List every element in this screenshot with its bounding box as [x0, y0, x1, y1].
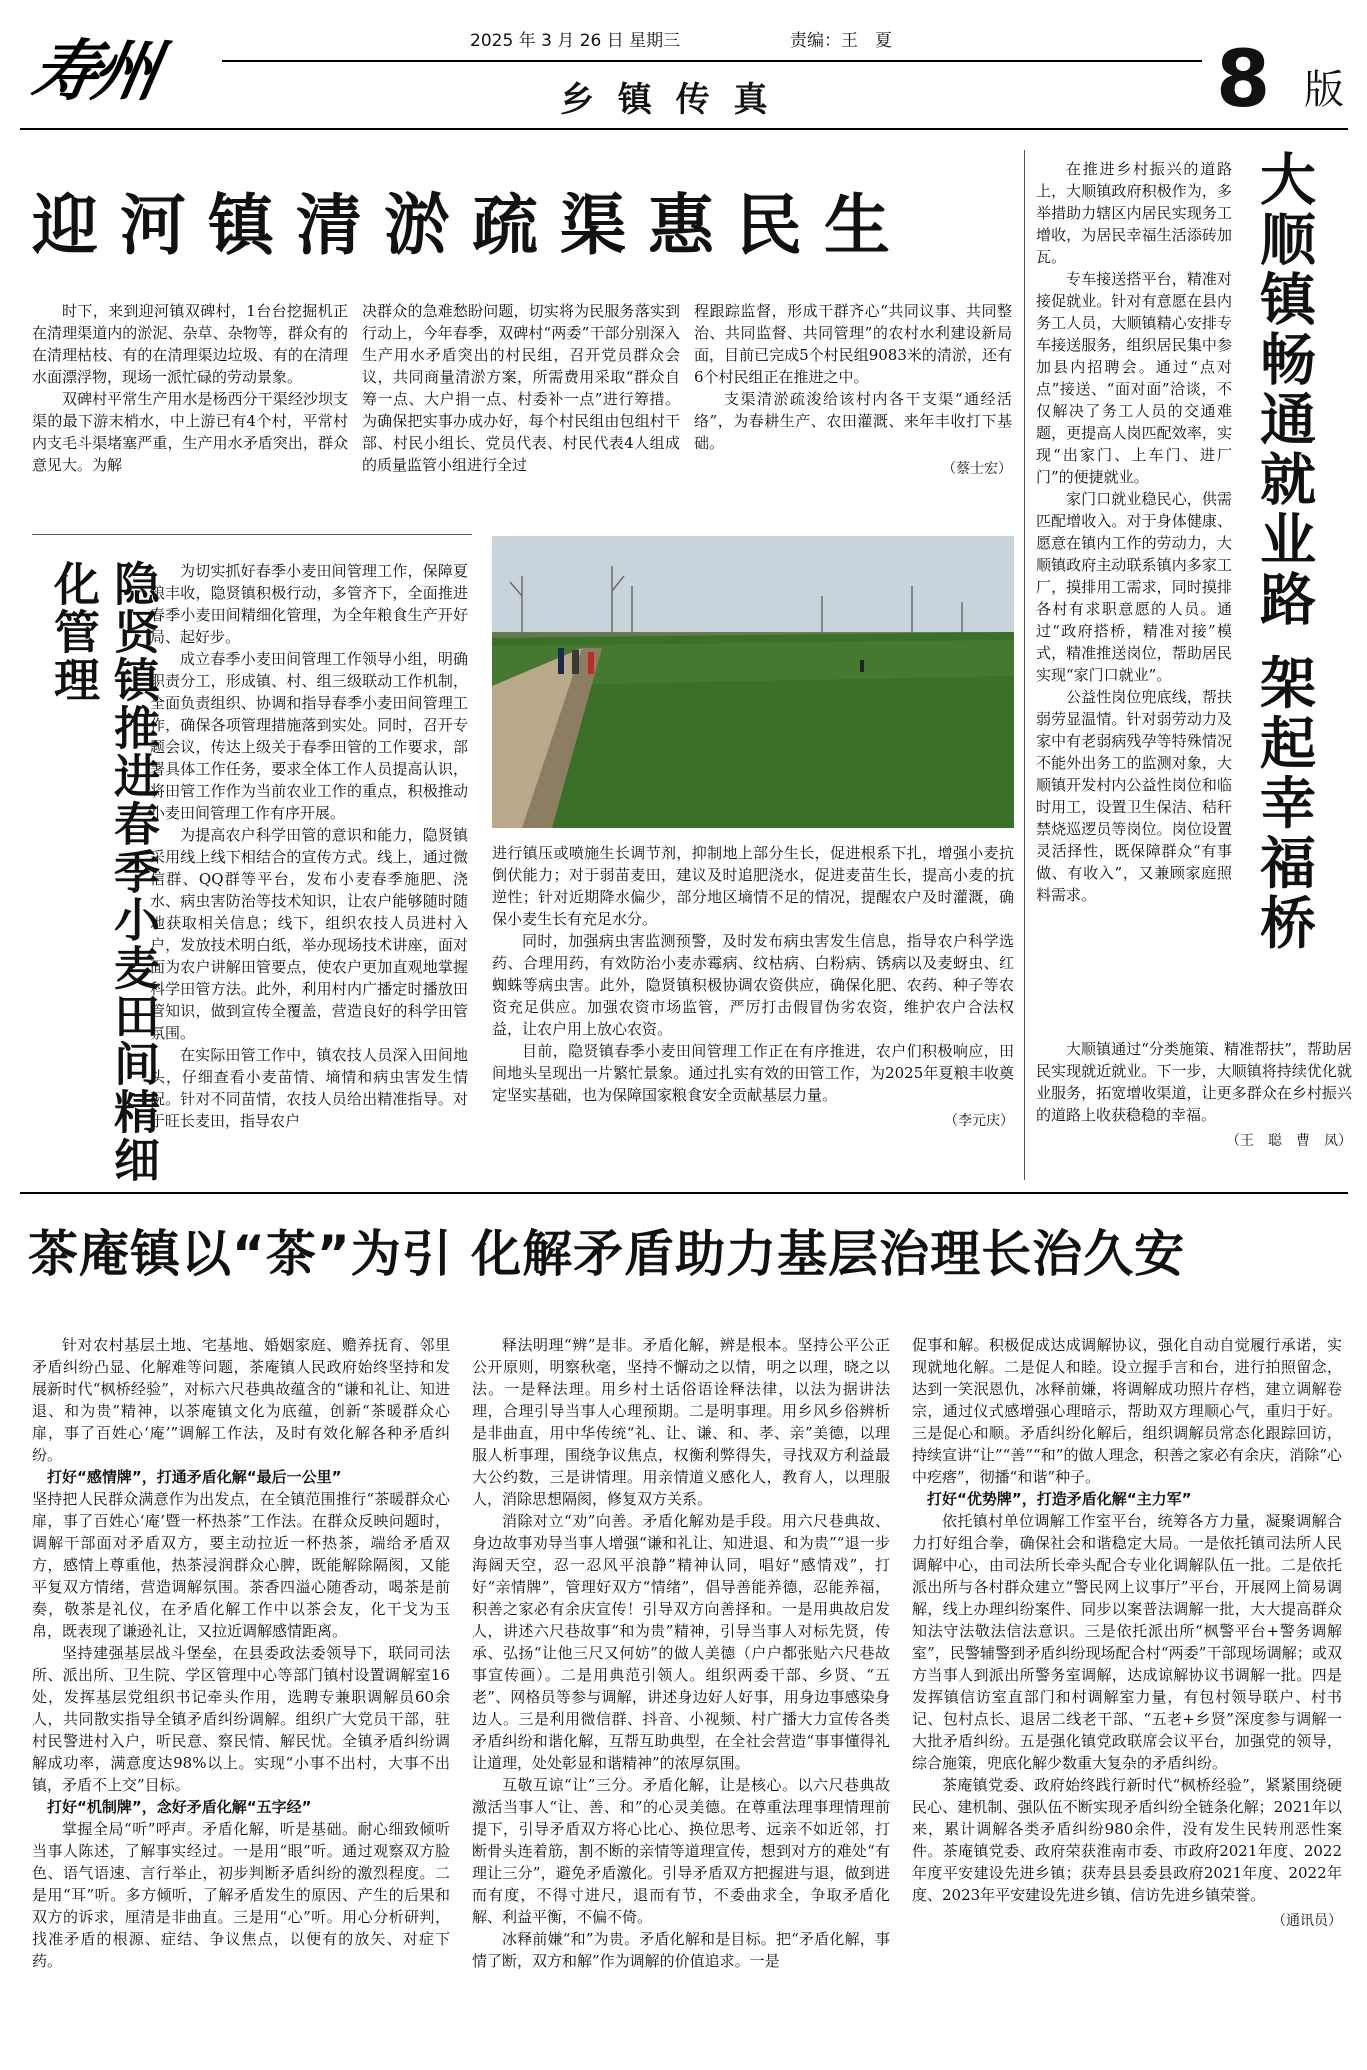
article-yinghe-col1 [32, 300, 348, 476]
paragraph: 掌握全局“听”呼声。矛盾化解，听是基础。耐心细致倾听当事人陈述，了解事实经过。一是用“眼”听。通过观察双方脸色、语气语速、言行举止，初步判断矛盾纠纷的激烈程度。二是用“耳”听。多方倾听，了解矛盾发生的原因、产生的后果和双方的诉求，厘清是非曲直。三是用“心”听。用心分析研判，找准矛盾的根源、症结、争议焦点，以便有的放矢、对症下药。 [32, 1820, 450, 1970]
paragraph: 茶庵镇党委、政府始终践行新时代“枫桥经验”，紧紧围绕硬民心、建机制、强队伍不断实现矛盾纠纷全链条化解；2021年以来，累计调解各类矛盾纠纷980余件，没有发生民转刑恶性案件。茶庵镇党委、政府荣获淮南市委、市政府2021年度、2022年度平安建设先进乡镇；获寿县县委县政府2021年度、2022年度、2023年平安建设先进乡镇、信访先进乡镇荣誉。 [912, 1776, 1342, 1904]
paragraph: 目前，隐贤镇春季小麦田间管理工作正在有序推进，农户们积极响应，田间地头呈现出一片繁忙景象。通过扎实有效的田管工作，为2025年夏粮丰收奠定坚实基础，也为保障国家粮食安全贡献基层力量。 [492, 1042, 1014, 1104]
section-divider [20, 1192, 1348, 1194]
subheading: 打好“感情牌”，打通矛盾化解“最后一公里” [47, 1468, 342, 1486]
paragraph: 双碑村平常生产用水是杨西分干渠经沙坝支渠的最下游末梢水，中上游已有4个村，平常村内支毛斗渠堵塞严重，生产用水矛盾突出，群众意见大。为解 [32, 390, 348, 474]
article-chaan-col1 [32, 1334, 450, 1972]
subheading: 打好“优势牌”，打造矛盾化解“主力军” [927, 1490, 1192, 1508]
headline-yinxian: 隐贤镇推进春季小麦田间精细化管理 [47, 560, 161, 1184]
headline-yinghe: 迎河镇清淤疏渠惠民生 [32, 187, 912, 264]
paragraph: 决群众的急难愁盼问题，切实将为民服务落实到行动上，今年春季，双碑村“两委”干部分别深入生产用水矛盾突出的村民组，召开党员群众会议，共同商量清淤方案，所需费用采取“群众自筹一点、大户捐一点、村委补一点”进行筹措。为确保把实事办成办好，每个村民组由包组村干部、村民小组长、党员代表、村民代表4人组成的质量监管小组进行全过 [362, 302, 680, 474]
article-yinxian-col1 [150, 560, 468, 1132]
paragraph: 专车接送搭平台，精准对接促就业。针对有意愿在县内务工人员，大顺镇精心安排专车接送服务，组织居民集中参加县内招聘会。通过“点对点”接送、“面对面”洽谈，不仅解决了务工人员的交通难题，更提高人岗匹配效率，实现“出家门、上车门、进厂门”的便捷就业。 [1036, 270, 1232, 486]
newspaper-logo: 寿州 [26, 32, 160, 110]
article-dashun-tail [1036, 1038, 1352, 1152]
paragraph: 支渠清淤疏浚给该村内各干支渠“通经活络”，为春耕生产、农田灌溉、来年丰收打下基础。 [694, 390, 1012, 452]
photo-illustration [492, 536, 1014, 828]
editor-credit: 责编：王 夏 [790, 31, 892, 51]
section-name: 乡 镇 传 真 [560, 80, 774, 120]
headline-chaan: 茶庵镇以“茶”为引 化解矛盾助力基层治理长治久安 [28, 1225, 1186, 1283]
column-divider [1024, 150, 1025, 1180]
paragraph: 家门口就业稳民心，供需匹配增收入。对于身体健康、愿意在镇内工作的劳动力，大顺镇政府主动联系镇内多家工厂，摸排用工需求，同时摸排各村有求职意愿的人员。通过“政府搭桥，精准对接”模式，精准推送岗位，帮助居民实现“家门口就业”。 [1036, 490, 1232, 684]
paragraph: 程跟踪监督，形成干群齐心“共同议事、共同整治、共同监督、共同管理”的农村水利建设新局面，目前已完成5个村民组9083米的清淤，还有6个村民组正在推进之中。 [694, 302, 1012, 386]
paragraph: 消除对立“劝”向善。矛盾化解劝是手段。用六尺巷典故、身边故事劝导当事人增强“谦和礼让、知进退、和为贵”“退一步海阔天空，忍一忍风平浪静”精神认同，唱好“感情戏”，打好“亲情牌”，管理好双方“情绪”，倡导善能养德，忍能养福，积善之家必有余庆宣传！引导双方向善择和。一是用典故启发人，讲述六尺巷故事“和为贵”精神，引导当事人对标先贤，传承、弘扬“让他三尺又何妨”的做人美德（户户都张贴六尺巷故事宣传画）。二是用典范引领人。组织两委干部、乡贤、“五老”、网格员等参与调解，讲述身边好人好事，用身边事感染身边人。三是利用微信群、抖音、小视频、村广播大力宣传各类矛盾纠纷和谐化解，互帮互助典型，在全社会营造“事事懂得礼让道理，处处彰显和谐精神”的浓厚氛围。 [472, 1512, 890, 1772]
paragraph: 坚持建强基层战斗堡垒，在县委政法委领导下，联同司法所、派出所、卫生院、学区管理中心等部门镇村设置调解室16处，发挥基层党组织书记牵头作用，选聘专兼职调解员60余人，共同散实指导全镇矛盾纠纷调解。组织广大党员干部，驻村民警进村入户，听民意、察民情、解民忧。全镇矛盾纠纷调解成功率，满意度达98%以上。实现“小事不出村，大事不出镇，矛盾不上交”目标。 [32, 1644, 450, 1794]
headline-dashun: 大顺镇畅通就业路 架起幸福桥 [1251, 150, 1316, 954]
article-yinghe-col2 [362, 300, 680, 476]
paragraph: 公益性岗位兜底线，帮扶弱劳显温情。针对弱劳动力及家中有老弱病残孕等特殊情况不能外出务工的监测对象，大顺镇开发村内公益性岗位和临时用工，设置卫生保洁、秸秆禁烧巡逻员等岗位。岗位设置灵活择性，既保障群众“有事做、有收入”，又兼顾家庭照料需求。 [1036, 688, 1232, 904]
article-dashun-body [1036, 158, 1232, 906]
article-chaan-col3 [912, 1334, 1342, 1930]
paragraph: 为提高农户科学田管的意识和能力，隐贤镇采用线上线下相结合的宣传方式。线上，通过微信群、QQ群等平台，发布小麦春季施肥、浇水、病虫害防治等技术知识，让农户能够随时随地获取相关信息；线下，组织农技人员进村入户，发放技术明白纸，举办现场技术讲座，面对面为农户讲解田管要点，使农户更加直观地掌握科学田管方法。此外，利用村内广播定时播放田管知识，做到宣传全覆盖，营造良好的科学田管氛围。 [150, 826, 468, 1042]
page-suffix: 版 [1304, 67, 1344, 113]
article-chaan-col2 [472, 1334, 890, 1972]
masthead-rule-top [222, 60, 1202, 62]
wheat-field-photo [492, 536, 1014, 828]
masthead [0, 0, 1367, 140]
subheading: 打好“机制牌”，念好矛盾化解“五字经” [47, 1798, 312, 1816]
byline: （蔡士宏） [942, 461, 1012, 477]
paragraph: 依托镇村单位调解工作室平台，统筹各方力量，凝聚调解合力打好组合拳，确保社会和谐稳定大局。一是依托镇司法所人民调解中心，由司法所长牵头配合专业化调解队伍一批。二是依托派出所与各村群众建立“警民网上议事厅”平台，开展网上简易调解，线上办理纠纷案件、同步以案普法调解一批，大大提高群众知法守法敬法信法意识。三是依托派出所“枫警平台+警务调解室”，民警辅警到矛盾纠纷现场配合村“两委”干部现场调解；或双方当事人到派出所警务室调解，达成谅解协议书调解一批。四是发挥镇信访室直部门和村调解室力量，有包村领导联户、村书记、包村点长、退居二线老干部、“五老+乡贤”深度参与调解一大批矛盾纠纷。五是强化镇党政联席会议平台，加强党的领导，综合施策，兜底化解少数重大复杂的矛盾纠纷。 [912, 1512, 1342, 1772]
byline: （通讯员） [1272, 1913, 1342, 1929]
paragraph: 同时，加强病虫害监测预警，及时发布病虫害发生信息，指导农户科学选药、合理用药，有效防治小麦赤霉病、纹枯病、白粉病、锈病以及麦蚜虫、红蜘蛛等病虫害。此外，隐贤镇积极协调农资供应，确保化肥、农药、种子等农资充足供应。加强农资市场监管，严厉打击假冒伪劣农资，维护农户合法权益，让农户用上放心农资。 [492, 932, 1014, 1038]
section-divider [32, 534, 472, 535]
publish-date: 2025 年 3 月 26 日 星期三 [470, 31, 681, 51]
paragraph: 进行镇压或喷施生长调节剂，抑制地上部分生长，促进根系下扎，增强小麦抗倒伏能力；对于弱苗麦田，建议及时追肥浇水，促进麦苗生长，提高小麦的抗逆性；针对近期降水偏少，部分地区墒情不足的情况，提醒农户及时灌溉，确保小麦生长有充足水分。 [492, 844, 1014, 928]
paragraph: 大顺镇通过“分类施策、精准帮扶”，帮助居民实现就近就业。下一步，大顺镇将持续优化就业服务，拓宽增收渠道，让更多群众在乡村振兴的道路上收获稳稳的幸福。 [1036, 1040, 1352, 1124]
paragraph: 针对农村基层土地、宅基地、婚姻家庭、赡养抚育、邻里矛盾纠纷凸显、化解难等问题，茶庵镇人民政府始终坚持和发展新时代“枫桥经验”，对标六尺巷典故蕴含的“谦和礼让、知进退、和为贵”精神，以茶庵镇文化为底蕴，创新“茶暖群众心扉，事了百姓心‘庵’”调解工作法，及时有效化解各种矛盾纠纷。 [32, 1336, 450, 1464]
masthead-rule-bottom [20, 128, 1348, 130]
paragraph: 互敬互谅“让”三分。矛盾化解，让是核心。以六尺巷典故激活当事人“让、善、和”的心灵美德。在尊重法理事理情理前提下，引导矛盾双方将心比心、换位思考、远亲不如近邻，打断骨头连着筋，割不断的亲情等道理宣传，想到对方的难处“有理让三分”，避免矛盾激化。引导矛盾双方把握进与退，做到进而有度，不得寸进尺，退而有节，不委曲求全，争取矛盾化解、利益平衡，不偏不倚。 [472, 1776, 890, 1926]
paragraph: 为切实抓好春季小麦田间管理工作，保障夏粮丰收，隐贤镇积极行动，多管齐下，全面推进春季小麦田间精细化管理，为全年粮食生产开好局、起好步。 [150, 562, 468, 646]
page-number: 8 [1216, 35, 1271, 125]
article-yinxian-col2 [492, 842, 1014, 1132]
paragraph: 在实际田管工作中，镇农技人员深入田间地头，仔细查看小麦苗情、墒情和病虫害发生情况。针对不同苗情，农技人员给出精准指导。对于旺长麦田，指导农户 [150, 1046, 468, 1130]
byline: （李元庆） [944, 1113, 1014, 1129]
article-yinghe-col3 [694, 300, 1012, 480]
byline: （王 聪 曹 凤） [1226, 1133, 1352, 1149]
paragraph: 成立春季小麦田间管理工作领导小组，明确职责分工，形成镇、村、组三级联动工作机制，全面负责组织、协调和指导春季小麦田间管理工作，确保各项管理措施落到实处。同时，召开专题会议，传达上级关于春季田管的工作要求，部署具体工作任务，要求全体工作人员提高认识，将田管工作作为当前农业工作的重点，积极推动小麦田间管理工作有序开展。 [150, 650, 468, 822]
paragraph: 时下，来到迎河镇双碑村，1台台挖掘机正在清理渠道内的淤泥、杂草、杂物等，群众有的在清理枯枝、有的在清理渠边垃圾、有的在清理水面漂浮物，现场一派忙碌的劳动景象。 [32, 302, 348, 386]
paragraph: 促事和解。积极促成达成调解协议，强化自动自觉履行承诺，实现就地化解。二是促人和睦。设立握手言和台，进行拍照留念，达到一笑泯恩仇，冰释前嫌，将调解成功照片存档，建立调解卷宗，通过仪式感增强心理暗示，帮助双方理顺心气，重归于好。三是促心和顺。矛盾纠纷化解后，组织调解员常态化跟踪回访，持续宣讲“让”“善”“和”的做人理念，积善之家必有余庆，消除“心中疙瘩”，彻播“和谐”种子。 [912, 1336, 1342, 1486]
paragraph: 冰释前嫌“和”为贵。矛盾化解和是目标。把“矛盾化解，事情了断，双方和解”作为调解的价值追求。一是 [472, 1930, 890, 1970]
paragraph: 坚持把人民群众满意作为出发点，在全镇范围推行“茶暖群众心扉，事了百姓心‘庵’暨一杯热茶”工作法。在群众反映问题时，调解干部面对矛盾双方，要主动拉近一杯热茶，端给矛盾双方，感情上尊重他，热茶浸润群众心脾，既能解除隔阂，又能平复双方情绪，营造调解氛围。茶香四溢心随香动，喝茶是前奏，敬茶是礼仪，在矛盾化解工作中以茶会友，化干戈为玉帛，既表现了谦逊礼让，又拉近调解感情距离。 [32, 1490, 450, 1640]
paragraph: 在推进乡村振兴的道路上，大顺镇政府积极作为，多举措助力辖区内居民实现务工增收，为居民幸福生活添砖加瓦。 [1036, 160, 1232, 266]
paragraph: 释法明理“辨”是非。矛盾化解，辨是根本。坚持公平公正公开原则，明察秋毫，坚持不懈动之以情，明之以理，晓之以法。一是释法理。用乡村土话俗语诠释法律，以法为据讲法理，合理引导当事人心理预期。二是明事理。用乡风乡俗辨析是非曲直，用中华传统“礼、让、谦、和、孝、亲”美德，以理服人析事理，围绕争议焦点，权衡利弊得失，寻找双方利益最大公约数，三是讲情理。用亲情道义感化人，教育人，以理服人，消除思想隔阂，修复双方关系。 [472, 1336, 890, 1508]
